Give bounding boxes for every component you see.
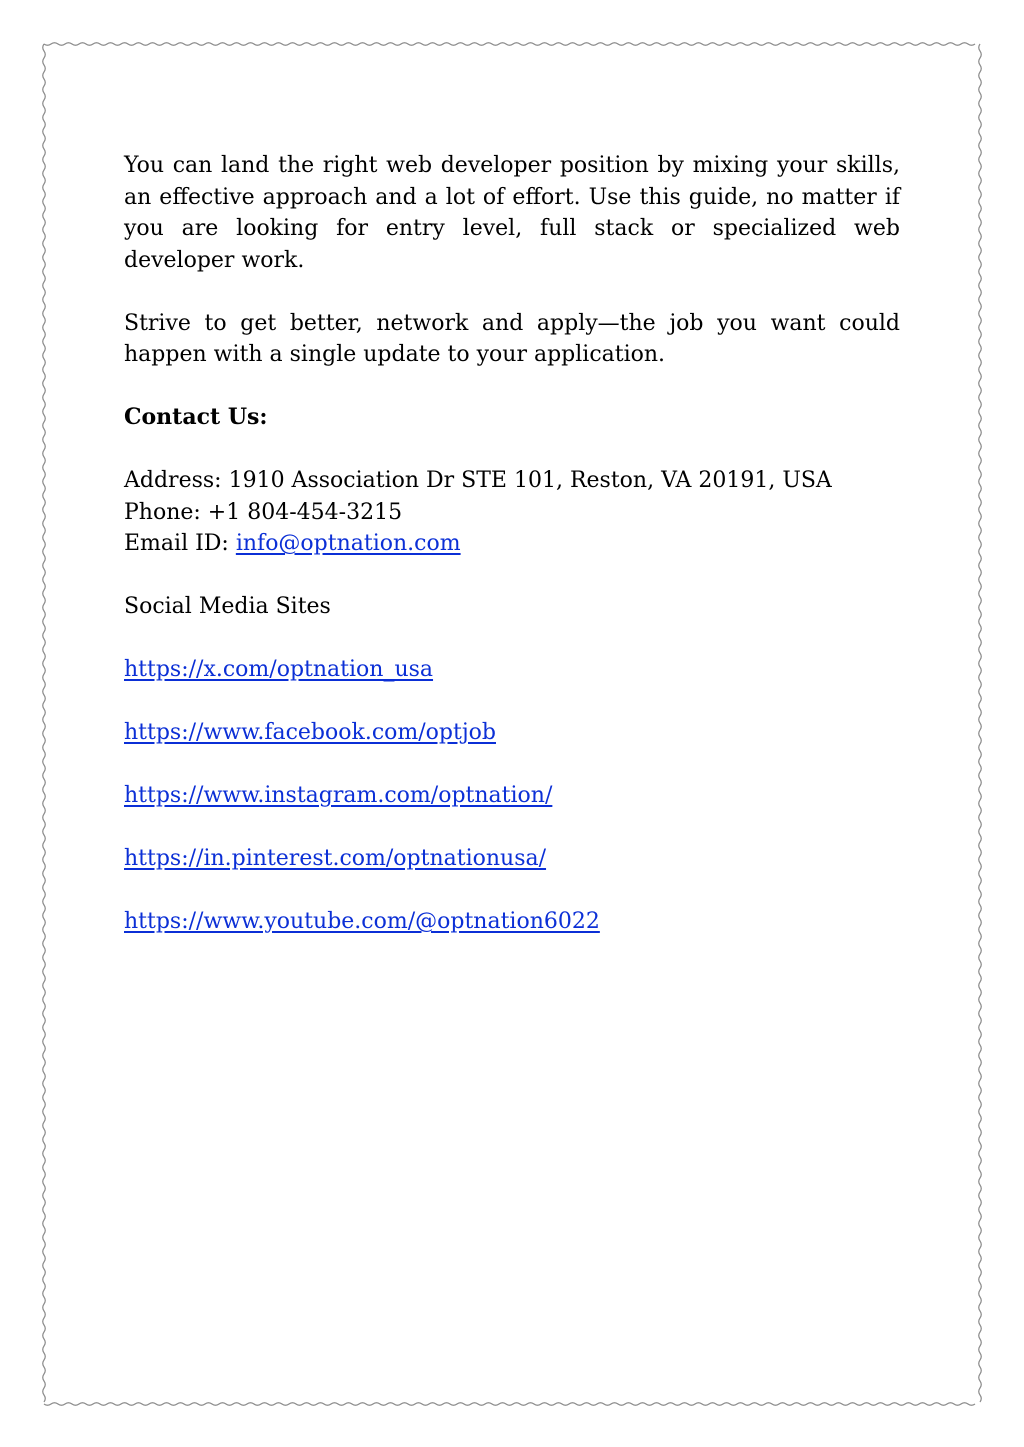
social-link-pinterest	[124, 843, 900, 875]
intro-paragraph: You can land the right web developer position by mixing your skills, an effective approach and a lot of effort. Use this guide, no matter if you are looking for entry level, full stack or specialized web developer work.	[124, 153, 900, 273]
border-right	[979, 44, 982, 1402]
youtube-link[interactable]: https://www.youtube.com/@optnation6022	[124, 909, 600, 934]
instagram-link[interactable]: https://www.instagram.com/optnation/	[124, 783, 553, 808]
contact-email-label: Email ID:	[124, 531, 236, 556]
social-link-x	[124, 654, 900, 686]
social-link-youtube	[124, 906, 900, 938]
border-top	[44, 43, 975, 46]
social-link-facebook	[124, 717, 900, 749]
social-heading: Social Media Sites	[124, 594, 331, 619]
contact-address: Address: 1910 Association Dr STE 101, Reston, VA 20191, USA	[124, 468, 832, 493]
contact-heading: Contact Us:	[124, 404, 268, 430]
contact-email-line	[124, 528, 900, 560]
x-link[interactable]: https://x.com/optnation_usa	[124, 657, 434, 682]
contact-phone: Phone: +1 804-454-3215	[124, 499, 403, 525]
social-link-instagram	[124, 780, 900, 812]
contact-details	[124, 465, 900, 560]
facebook-link[interactable]: https://www.facebook.com/optjob	[124, 720, 496, 745]
contact-email-link[interactable]: info@optnation.com	[235, 531, 461, 556]
border-bottom	[44, 1403, 975, 1406]
document-body	[124, 150, 900, 969]
closing-paragraph: Strive to get better, network and apply—the job you want could happen with a single update to your application.	[124, 310, 900, 367]
border-left	[43, 44, 46, 1402]
pinterest-link[interactable]: https://in.pinterest.com/optnationusa/	[124, 846, 547, 871]
